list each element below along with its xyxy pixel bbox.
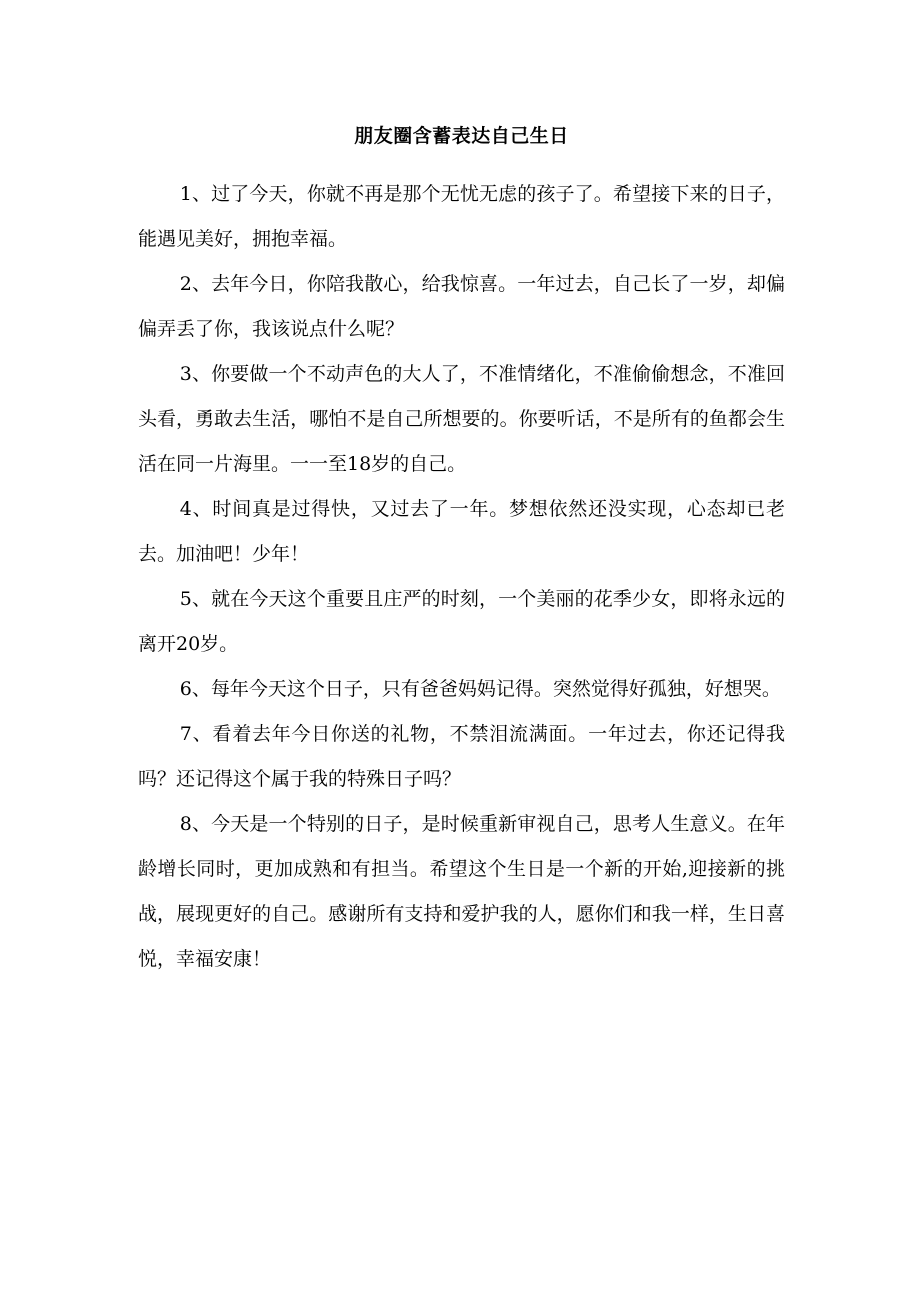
- paragraph-item-3: 3、你要做一个不动声色的大人了，不准情绪化，不准偷偷想念，不准回头看，勇敢去生活，哪怕不是自己所想要的。你要听话，不是所有的鱼都会生活在同一片海里。一一至18岁的自己。: [138, 363, 785, 475]
- paragraph-item-8: 8、今天是一个特别的日子，是时候重新审视自己，思考人生意义。在年龄增长同时，更加成熟和有担当。希望这个生日是一个新的开始,迎接新的挑战，展现更好的自己。感谢所有支持和爱护我的人，愿你们和我一样，生日喜悦，幸福安康！: [138, 813, 785, 970]
- paragraph-item-7: 7、看着去年今日你送的礼物，不禁泪流满面。一年过去，你还记得我吗？还记得这个属于我的特殊日子吗？: [138, 723, 785, 790]
- paragraph-item-6: 6、每年今天这个日子，只有爸爸妈妈记得。突然觉得好孤独，好想哭。: [179, 678, 781, 700]
- paragraph-item-2: 2、去年今日，你陪我散心，给我惊喜。一年过去，自己长了一岁，却偏偏弄丢了你，我该说点什么呢？: [138, 273, 785, 340]
- paragraph-item-5: 5、就在今天这个重要且庄严的时刻，一个美丽的花季少女，即将永远的离开20岁。: [138, 588, 785, 655]
- paragraph-item-4: 4、时间真是过得快，又过去了一年。梦想依然还没实现，心态却已老去。加油吧！少年！: [138, 498, 785, 565]
- document-title: 朋友圈含蓄表达自己生日: [354, 125, 569, 147]
- paragraph-item-1: 1、过了今天，你就不再是那个无忧无虑的孩子了。希望接下来的日子，能遇见美好，拥抱幸福。: [138, 183, 785, 250]
